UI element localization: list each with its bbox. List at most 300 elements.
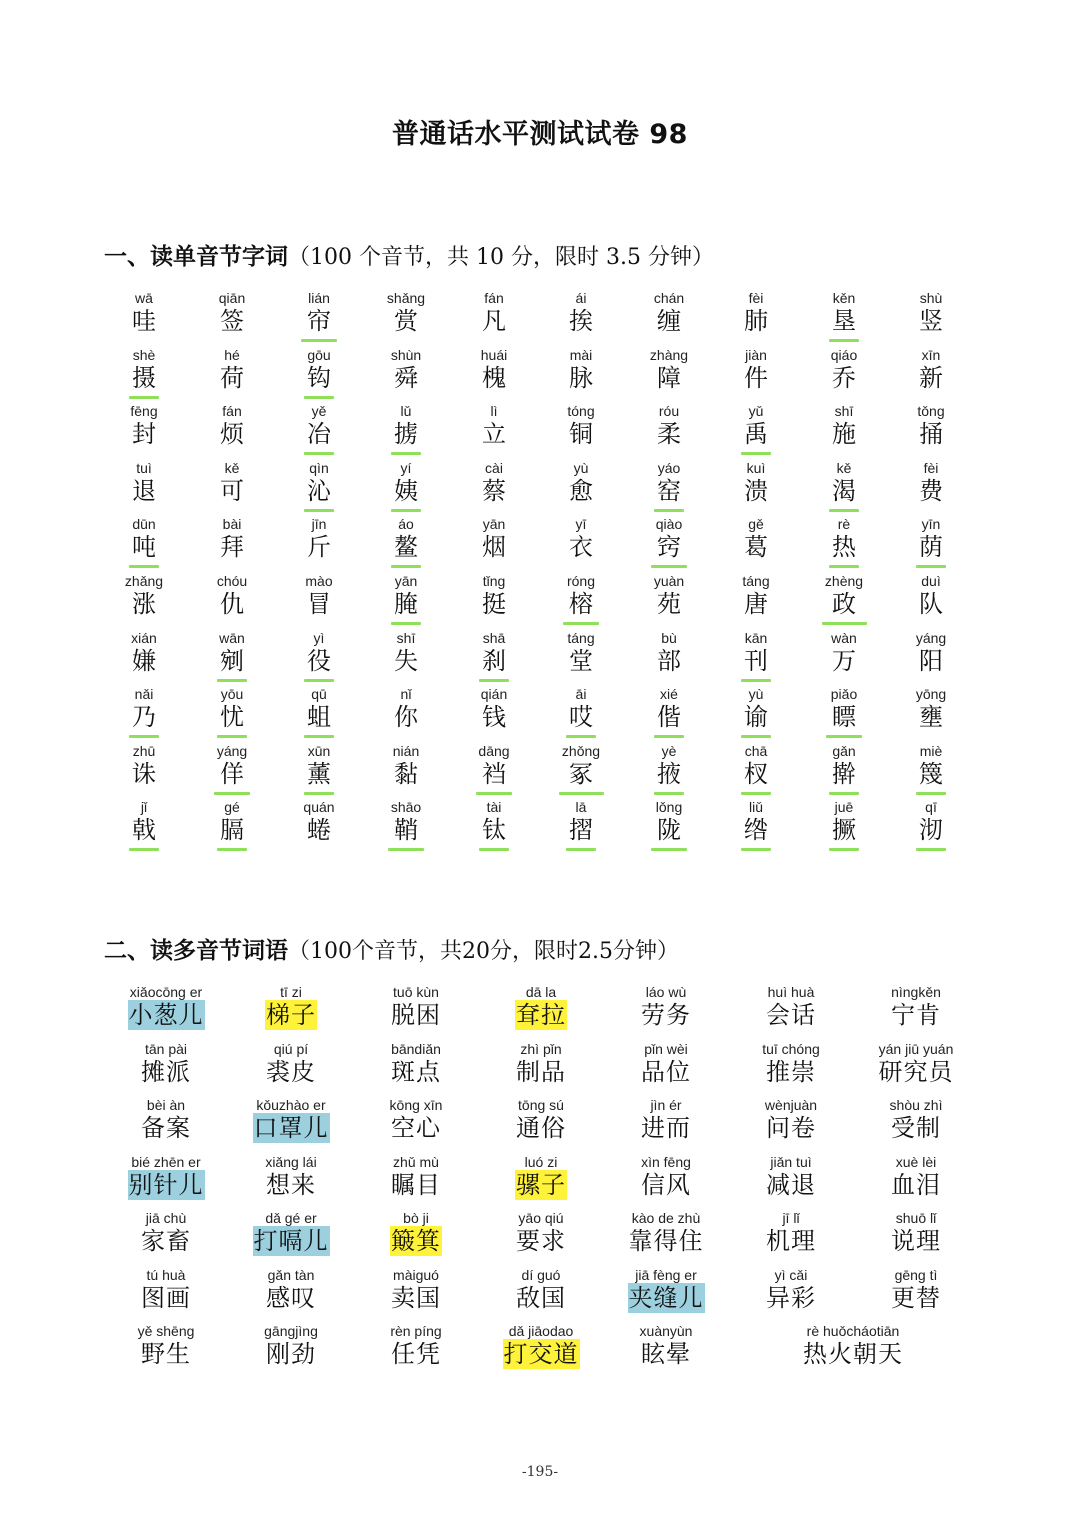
character: 黏	[394, 759, 418, 788]
pinyin-label: jī lǐ	[782, 1210, 800, 1226]
character: 蔡	[482, 476, 506, 505]
word-item	[104, 1097, 228, 1143]
pinyin-label: juē	[834, 799, 854, 816]
pinyin-label: tān pài	[144, 1040, 188, 1057]
character: 摺	[569, 816, 593, 845]
character: 窍	[657, 533, 681, 562]
pinyin-label: shè	[132, 346, 156, 363]
pinyin-label: rè	[837, 516, 851, 533]
pinyin-label: lì	[490, 403, 498, 420]
page-title: 普通话水平测试试卷 98	[392, 119, 688, 150]
word: 感叹	[266, 1283, 316, 1312]
pinyin-label: shù	[919, 290, 943, 306]
character: 乃	[132, 703, 156, 732]
word: 摊派	[141, 1057, 191, 1086]
pinyin-label: kōng xīn	[389, 1097, 443, 1113]
word-item	[354, 1267, 478, 1313]
character: 施	[832, 420, 856, 449]
word-item	[729, 1267, 853, 1313]
pinyin-label: lā	[575, 799, 587, 816]
character: 愈	[569, 476, 593, 505]
word: 骡子	[516, 1170, 566, 1199]
pinyin-label: zhū	[132, 742, 156, 759]
pinyin-label: láo wù	[645, 984, 687, 1000]
character: 柔	[657, 420, 681, 449]
pinyin-label: āi	[575, 686, 587, 703]
word: 卖国	[391, 1283, 441, 1312]
character: 唐	[744, 590, 768, 618]
character: 蛆	[307, 703, 331, 732]
pinyin-label: yōu	[220, 686, 244, 703]
character: 禹	[744, 420, 768, 449]
word-item	[479, 1267, 603, 1313]
word: 口罩儿	[253, 1114, 329, 1142]
word: 备案	[141, 1114, 191, 1142]
character: 部	[657, 646, 681, 675]
pinyin-label: wā	[135, 290, 153, 306]
character: 溃	[744, 476, 768, 505]
word: 机理	[766, 1227, 816, 1255]
character: 你	[394, 703, 418, 732]
pinyin-label: huì huà	[767, 984, 815, 1000]
word-item	[729, 1097, 853, 1143]
pinyin-label: jiā fèng er	[635, 1266, 697, 1283]
pinyin-label: yōng	[915, 686, 947, 703]
word: 簸箕	[391, 1227, 441, 1255]
word: 热火朝天	[803, 1340, 903, 1368]
character: 鳌	[394, 533, 418, 562]
pinyin-label: yī	[575, 516, 587, 533]
pinyin-label: shāo	[390, 799, 422, 816]
pinyin-label: shī	[396, 629, 416, 646]
word: 想来	[266, 1170, 316, 1199]
word: 打交道	[503, 1340, 579, 1368]
word: 小葱儿	[128, 1001, 204, 1029]
character: 帘	[307, 307, 331, 335]
pinyin-label: lǔ	[400, 403, 412, 420]
pinyin-label: kào de zhù	[631, 1210, 701, 1226]
pinyin-label: dǎ gé er	[265, 1210, 317, 1226]
section-2-title: 二、读多音节词语	[104, 938, 288, 964]
word: 家畜	[141, 1227, 191, 1255]
pinyin-label: chā	[744, 742, 768, 759]
word-item	[479, 1154, 603, 1200]
pinyin-label: tī zi	[280, 984, 302, 1000]
pinyin-label: kě	[836, 459, 852, 476]
pinyin-label: bù	[661, 629, 677, 646]
pinyin-label: yì	[313, 629, 325, 646]
word: 宁肯	[891, 1001, 941, 1029]
character: 封	[132, 420, 156, 449]
pinyin-label: luó zi	[524, 1153, 558, 1170]
character: 偕	[657, 703, 681, 732]
pinyin-label: gě	[748, 516, 764, 533]
word: 会话	[766, 1001, 816, 1029]
pinyin-label: nián	[392, 742, 420, 759]
pinyin-label: xuànyùn	[639, 1323, 693, 1339]
pinyin-label: shǎng	[386, 290, 426, 306]
character: 摄	[132, 363, 156, 392]
pinyin-label: tǐng	[482, 573, 506, 589]
pinyin-label: qū	[311, 686, 327, 703]
word: 劳务	[641, 1001, 691, 1029]
word: 别针儿	[128, 1170, 204, 1199]
pinyin-label: jiǎn tuì	[770, 1153, 812, 1170]
character: 荷	[220, 363, 244, 392]
section-1-title: 一、读单音节字词	[104, 244, 288, 270]
character: 凡	[482, 307, 506, 335]
character: 腌	[394, 590, 418, 618]
word: 任凭	[391, 1340, 441, 1368]
character: 阳	[919, 646, 943, 675]
word-item	[479, 1097, 603, 1143]
pinyin-label: lián	[308, 290, 330, 306]
character: 槐	[482, 363, 506, 392]
word: 瞩目	[391, 1170, 441, 1199]
word: 推崇	[766, 1057, 816, 1086]
word-item	[479, 984, 603, 1030]
character: 涨	[132, 590, 156, 618]
character: 嫌	[132, 646, 156, 675]
pinyin-label: qián	[480, 686, 508, 703]
pinyin-label: kě	[224, 459, 240, 476]
character: 烦	[220, 420, 244, 449]
word-item	[354, 1210, 478, 1256]
pinyin-label: xiǎng lái	[265, 1153, 317, 1170]
character: 鞘	[394, 816, 418, 845]
pinyin-label: shī	[834, 403, 854, 420]
pinyin-label: dūn	[132, 516, 156, 533]
character: 冒	[307, 590, 331, 618]
page-number: -195-	[521, 1464, 559, 1480]
pinyin-label: tǒng	[917, 403, 945, 420]
word-item	[604, 1097, 728, 1143]
pinyin-label: dā la	[525, 984, 557, 1000]
pinyin-label: yě shēng	[137, 1323, 195, 1339]
pinyin-label: yáng	[216, 742, 248, 759]
pinyin-label: bāndiǎn	[391, 1040, 441, 1057]
character: 窑	[657, 476, 681, 505]
pinyin-label: kǒuzhào er	[256, 1097, 326, 1113]
character: 壅	[919, 703, 943, 732]
pinyin-label: piǎo	[830, 686, 858, 703]
pinyin-label: qī	[925, 799, 937, 816]
pinyin-label: gāngjìng	[264, 1323, 318, 1339]
pinyin-label: yǔ	[748, 403, 764, 420]
word-item	[354, 984, 478, 1030]
character: 忧	[220, 703, 244, 732]
character: 失	[394, 646, 418, 675]
word: 更替	[891, 1283, 941, 1312]
pinyin-label: nǎi	[134, 686, 154, 703]
character: 竖	[919, 307, 943, 335]
pinyin-label: nǐ	[400, 686, 412, 703]
pinyin-label: shùn	[390, 346, 422, 363]
character: 衣	[569, 533, 593, 562]
word-item	[104, 1154, 228, 1200]
pinyin-label: dǎ jiāodao	[508, 1323, 574, 1339]
pinyin-label: gǎn tàn	[267, 1266, 315, 1283]
pinyin-label: yí	[400, 459, 412, 476]
word: 敌国	[516, 1283, 566, 1312]
word-item	[104, 984, 228, 1030]
word: 血泪	[891, 1170, 941, 1199]
character: 诛	[132, 759, 156, 788]
pinyin-label: yān	[394, 573, 418, 589]
character: 舜	[394, 363, 418, 392]
pinyin-label: wènjuàn	[764, 1097, 818, 1113]
word-item	[229, 1210, 353, 1256]
word-item	[854, 1267, 978, 1313]
pinyin-label: qìn	[309, 459, 329, 476]
pinyin-label: fèi	[923, 459, 939, 476]
character: 退	[132, 476, 156, 505]
pinyin-label: shuō lǐ	[895, 1210, 937, 1226]
word-item	[229, 1267, 353, 1313]
word: 通俗	[516, 1114, 566, 1142]
word: 野生	[141, 1340, 191, 1368]
pinyin-label: màiguó	[393, 1266, 439, 1283]
pinyin-label: qiáo	[830, 346, 858, 363]
character: 斤	[307, 533, 331, 562]
pinyin-label: róu	[658, 403, 680, 420]
pinyin-label: qiào	[655, 516, 683, 533]
character: 沁	[307, 476, 331, 505]
character: 陇	[657, 816, 681, 845]
word-item	[229, 1323, 353, 1369]
character: 掖	[657, 759, 681, 788]
pinyin-label: mài	[569, 346, 593, 363]
pinyin-label: miè	[919, 742, 943, 759]
character: 肺	[744, 307, 768, 335]
pinyin-label: kān	[744, 629, 768, 646]
pinyin-label: jīn	[311, 516, 327, 533]
character: 苑	[657, 590, 681, 618]
word: 减退	[766, 1170, 816, 1199]
character: 刹	[482, 646, 506, 675]
pinyin-label: lǒng	[655, 799, 683, 816]
character: 堂	[569, 646, 593, 675]
word: 靠得住	[628, 1227, 704, 1255]
word-item	[604, 1323, 728, 1369]
word: 信风	[641, 1170, 691, 1199]
character: 绺	[744, 816, 768, 845]
pinyin-label: wān	[219, 629, 245, 646]
word: 耷拉	[516, 1001, 566, 1029]
character: 障	[657, 363, 681, 392]
pinyin-label: zhǎng	[124, 573, 164, 589]
word: 图画	[141, 1283, 191, 1312]
pinyin-label: táng	[567, 629, 595, 646]
pinyin-label: bài	[222, 516, 242, 533]
word-item	[354, 1097, 478, 1143]
word: 打嗝儿	[253, 1227, 329, 1255]
pinyin-label: táng	[742, 573, 770, 589]
pinyin-label: fán	[222, 403, 242, 420]
character: 薰	[307, 759, 331, 788]
character: 瞟	[832, 703, 856, 732]
pinyin-label: pǐn wèi	[644, 1040, 688, 1057]
pinyin-label: bié zhēn er	[131, 1153, 201, 1170]
pinyin-label: yì cǎi	[774, 1266, 808, 1283]
character: 膈	[220, 816, 244, 845]
word: 制品	[516, 1057, 566, 1086]
character: 签	[220, 307, 244, 335]
pinyin-label: qiú pí	[273, 1040, 309, 1057]
pinyin-label: tuī chóng	[762, 1040, 820, 1057]
character: 拜	[220, 533, 244, 562]
pinyin-label: zhǒng	[561, 742, 601, 759]
pinyin-label: tóng	[567, 403, 595, 420]
pinyin-label: jǐ	[140, 799, 148, 816]
pinyin-label: rèn píng	[390, 1323, 442, 1339]
character: 烟	[482, 533, 506, 562]
pinyin-label: xián	[131, 629, 157, 646]
pinyin-label: yè	[661, 742, 677, 759]
pinyin-label: mào	[305, 573, 333, 589]
word-item	[104, 1323, 228, 1369]
character: 钩	[307, 363, 331, 392]
word: 梯子	[266, 1001, 316, 1029]
pinyin-label: tōng sú	[518, 1097, 564, 1113]
word: 夹缝儿	[628, 1283, 704, 1312]
word-item	[854, 1154, 978, 1200]
pinyin-label: tuō kùn	[393, 984, 439, 1000]
pinyin-label: fán	[484, 290, 504, 306]
character: 姨	[394, 476, 418, 505]
character: 缠	[657, 307, 681, 335]
word-item	[229, 984, 353, 1030]
character: 佯	[220, 759, 244, 788]
character: 赏	[394, 307, 418, 335]
word-item	[354, 1154, 478, 1200]
character: 队	[919, 590, 943, 618]
word-item	[854, 1210, 978, 1256]
character: 役	[307, 646, 331, 675]
pinyin-label: yān	[482, 516, 506, 533]
word-item	[854, 1097, 978, 1143]
word-item	[604, 1041, 728, 1087]
character: 葛	[744, 533, 768, 562]
word-item	[604, 984, 728, 1030]
pinyin-label: fèi	[748, 290, 764, 306]
character: 荫	[919, 533, 943, 562]
pinyin-label: nìngkěn	[891, 984, 941, 1000]
pinyin-label: yuàn	[653, 573, 685, 589]
character: 吨	[132, 533, 156, 562]
character: 杈	[744, 759, 768, 788]
pinyin-label: jiā chù	[145, 1210, 187, 1226]
word: 脱困	[391, 1001, 441, 1029]
word-item	[479, 1041, 603, 1087]
pinyin-label: xiǎocōng er	[129, 984, 203, 1000]
pinyin-label: róng	[566, 573, 596, 589]
pinyin-label: shā	[482, 629, 506, 646]
word-item	[229, 1097, 353, 1143]
word: 研究员	[878, 1057, 954, 1086]
word: 空心	[391, 1114, 441, 1142]
pinyin-label: xuè lèi	[895, 1153, 937, 1170]
pinyin-label: kěn	[832, 290, 856, 306]
word: 品位	[641, 1057, 691, 1086]
character: 立	[482, 420, 506, 449]
pinyin-label: kuì	[746, 459, 766, 476]
pinyin-label: wàn	[831, 629, 857, 646]
character: 脉	[569, 363, 593, 392]
word: 异彩	[766, 1283, 816, 1312]
pinyin-label: xìn fēng	[641, 1153, 691, 1170]
pinyin-label: dí guó	[521, 1266, 561, 1283]
character: 热	[832, 533, 856, 562]
pinyin-label: liǔ	[748, 799, 763, 816]
word-item	[104, 1210, 228, 1256]
pinyin-label: fēng	[130, 403, 158, 420]
character: 撅	[832, 816, 856, 845]
pinyin-label: chóu	[216, 573, 248, 589]
pinyin-label: jìn ér	[650, 1097, 682, 1113]
character: 冶	[307, 420, 331, 449]
pinyin-label: yù	[573, 459, 589, 476]
character: 篾	[919, 759, 943, 788]
character: 哇	[132, 307, 156, 335]
character: 仇	[220, 590, 244, 618]
character: 剜	[220, 646, 244, 675]
pinyin-label: zhèng	[824, 573, 864, 589]
word: 斑点	[391, 1057, 441, 1086]
pinyin-label: yù	[748, 686, 764, 703]
character: 万	[832, 646, 856, 675]
word-item	[729, 1154, 853, 1200]
character: 费	[919, 476, 943, 505]
pinyin-label: yāo qiú	[518, 1210, 564, 1226]
word-item	[729, 1041, 853, 1087]
pinyin-label: jiàn	[745, 346, 767, 363]
word-item	[604, 1210, 728, 1256]
character: 榕	[569, 590, 593, 618]
character: 新	[919, 363, 943, 392]
character: 件	[744, 363, 768, 392]
pinyin-label: xié	[660, 686, 678, 703]
character: 铜	[569, 420, 593, 449]
character: 刊	[744, 646, 768, 675]
character: 垦	[832, 307, 856, 335]
pinyin-label: zhàng	[649, 346, 689, 363]
pinyin-label: chán	[653, 290, 685, 306]
character: 蜷	[307, 816, 331, 845]
pinyin-label: tuì	[136, 459, 152, 476]
character: 政	[832, 590, 856, 618]
pinyin-label: gōu	[307, 346, 331, 363]
pinyin-label: yáo	[657, 459, 681, 476]
section-2-note: （100个音节，共20分，限时2.5分钟）	[288, 939, 679, 964]
word-item	[104, 1041, 228, 1087]
character: 哎	[569, 703, 593, 732]
character: 可	[220, 476, 244, 505]
character: 沏	[919, 816, 943, 845]
character: 钛	[482, 816, 506, 845]
pinyin-label: xūn	[307, 742, 331, 759]
character: 捅	[919, 420, 943, 449]
character: 挨	[569, 307, 593, 335]
pinyin-label: gǎn	[832, 742, 856, 759]
character: 戟	[132, 816, 156, 845]
word: 眩晕	[641, 1340, 691, 1368]
word-item	[753, 1323, 953, 1369]
pinyin-label: ái	[575, 290, 587, 306]
character: 谕	[744, 703, 768, 732]
character: 擀	[832, 759, 856, 788]
pinyin-label: zhǔ mù	[393, 1153, 439, 1170]
